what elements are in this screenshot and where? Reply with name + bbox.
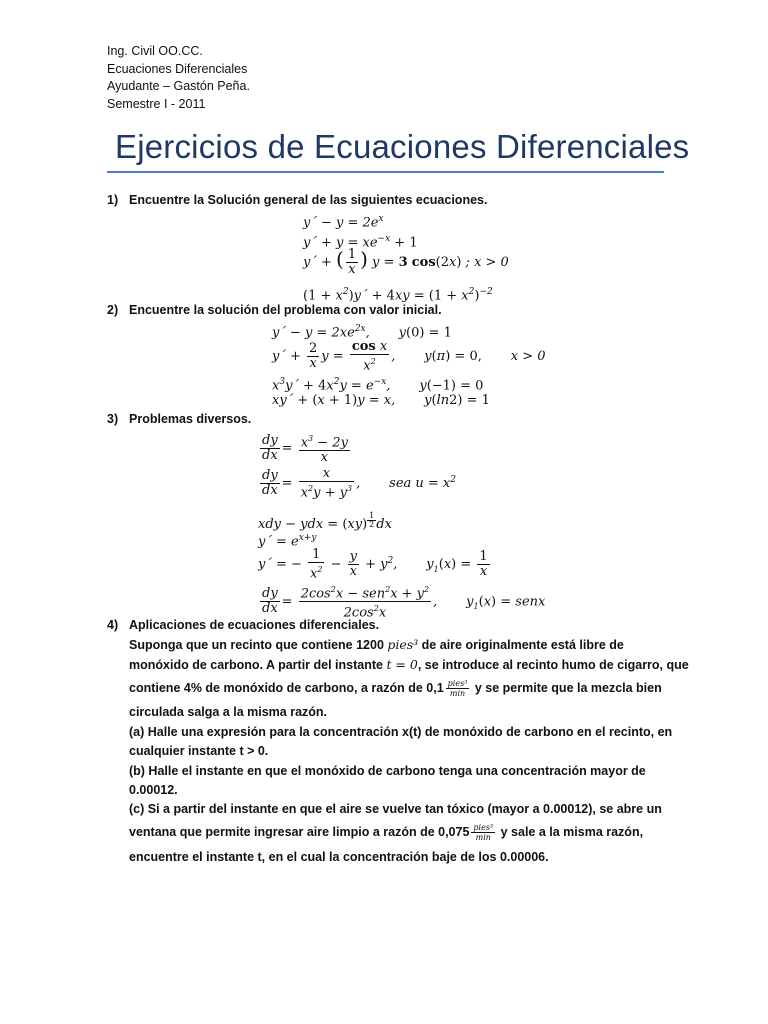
section-text: Encuentre la Solución general de las siguientes ecuaciones. [129,193,488,207]
section-number: 2) [107,303,119,317]
section-number: 4) [107,618,119,632]
document-header [107,43,250,113]
equation-2c: $x^3y´ + 4x^2y = e^{-x}$, y(−1) = 0 [272,377,484,394]
problem-line: encuentre el instante t, en el cual la concentración baje de los 0.00006. [129,850,549,864]
equation-1d: $(1 + x^2)y´ + 4xy = (1 + x^2)^{-2}$ [303,287,493,304]
section-text: Aplicaciones de ecuaciones diferenciales. [129,618,380,632]
equation-2a: y´ − $y = 2xe^{2x}$, y(0) = 1 [272,324,452,341]
fraction-denominator: min [475,833,491,842]
fraction-numerator: pies³ [447,679,468,688]
section-4-heading [107,618,379,632]
section-number: 1) [107,193,119,207]
problem-line [129,823,643,842]
header-line: Ayudante – Gastón Peña. [107,79,250,93]
section-text: Problemas diversos. [129,412,252,426]
section-number: 3) [107,412,119,426]
problem-line: circulada salga a la misma razón. [129,705,328,719]
math-inline: t = 0 [386,657,418,672]
problem-line [129,657,689,673]
header-line: Semestre I - 2011 [107,96,206,111]
header-line: Ing. Civil OO.CC. [107,44,203,58]
section-2-heading [107,303,442,317]
equation-3e: y´ = − $\frac{1}{x^2}$ − $\frac{y}{x}$ + $y^2$, $y_1(x)$ = $\frac{1}{x}$ [258,547,488,582]
header-line: Ecuaciones Diferenciales [107,61,248,76]
text-span: de aire originalmente está libre de [418,638,624,652]
equation-3d: y´ = $e^{x+y}$ [258,533,317,550]
problem-line: 0.00012. [129,783,178,797]
rate-fraction [471,823,495,842]
equation-3b: $\frac{dy}{dx}$ = $\frac{x}{x^2y + y^3}$ , sea $u = x^2$ [262,466,456,501]
problem-line: (b) Halle el instante en que el monóxido de carbono tenga una concentración mayor de [129,764,646,778]
section-1-heading [107,193,487,207]
page-title: Ejercicios de Ecuaciones Diferenciales [115,128,690,165]
text-span: y se permite que la mezcla bien [471,680,662,695]
text-span: y sale a la misma razón, [497,824,644,839]
section-3-heading [107,412,251,426]
rate-fraction [446,679,470,698]
problem-line [129,637,624,653]
fraction-numerator: pies³ [473,823,494,832]
fraction-denominator: min [449,689,466,698]
problem-line: (a) Halle una expresión para la concentración x(t) de monóxido de carbono en el recinto, en [129,725,673,739]
problem-line: cualquier instante t > 0. [129,744,269,758]
text-span: Suponga que un recinto que contiene 1200 [129,638,388,652]
equation-1a: y´ − $y = 2e^x$ [303,214,384,231]
equation-2b: y´ + $\frac{2}{x}$ y = $\frac{\text{cos x}}{x^2}$ , y(π) = 0, x > 0 [272,339,546,374]
title-underline [107,171,664,173]
problem-line: (c) Si a partir del instante en que el aire se vuelve tan tóxico (mayor a 0.00012), se abre un [129,802,662,816]
section-text: Encuentre la solución del problema con valor inicial. [129,303,442,317]
text-span: , se introduce al recinto humo de cigarro, que [417,658,689,672]
equation-1b: y´ + $y = xe^{-x} + 1$ [303,234,418,251]
text-span: ventana que permite ingresar aire limpio a razón de 0,075 [129,824,470,839]
text-span: contiene 4% de monóxido de carbono, a razón de 0,1 [129,680,444,695]
equation-2d: xy´ + (x + 1)y = x, y(ln2) = 1 [272,393,490,408]
equation-3f: $\frac{dy}{dx}$ = $\frac{2\cos^2x - sen^2x + y^2}{2\cos^2x}$ , $y_1(x)$ = senx [262,585,546,621]
equation-3c: xdy − ydx = (xy) $^{\frac{1}{2}}$ dx [258,511,392,532]
problem-line [129,679,662,698]
text-span: monóxido de carbono. A partir del instante [129,658,387,672]
equation-1c: y´ + ( $\frac{1}{x}$ ) y = 3 cos(2x) ; x > 0 [303,247,509,277]
math-unit: pies³ [387,637,419,652]
equation-3a: $\frac{dy}{dx}$ = $\frac{x^3 - 2y}{x}$ [262,433,348,466]
